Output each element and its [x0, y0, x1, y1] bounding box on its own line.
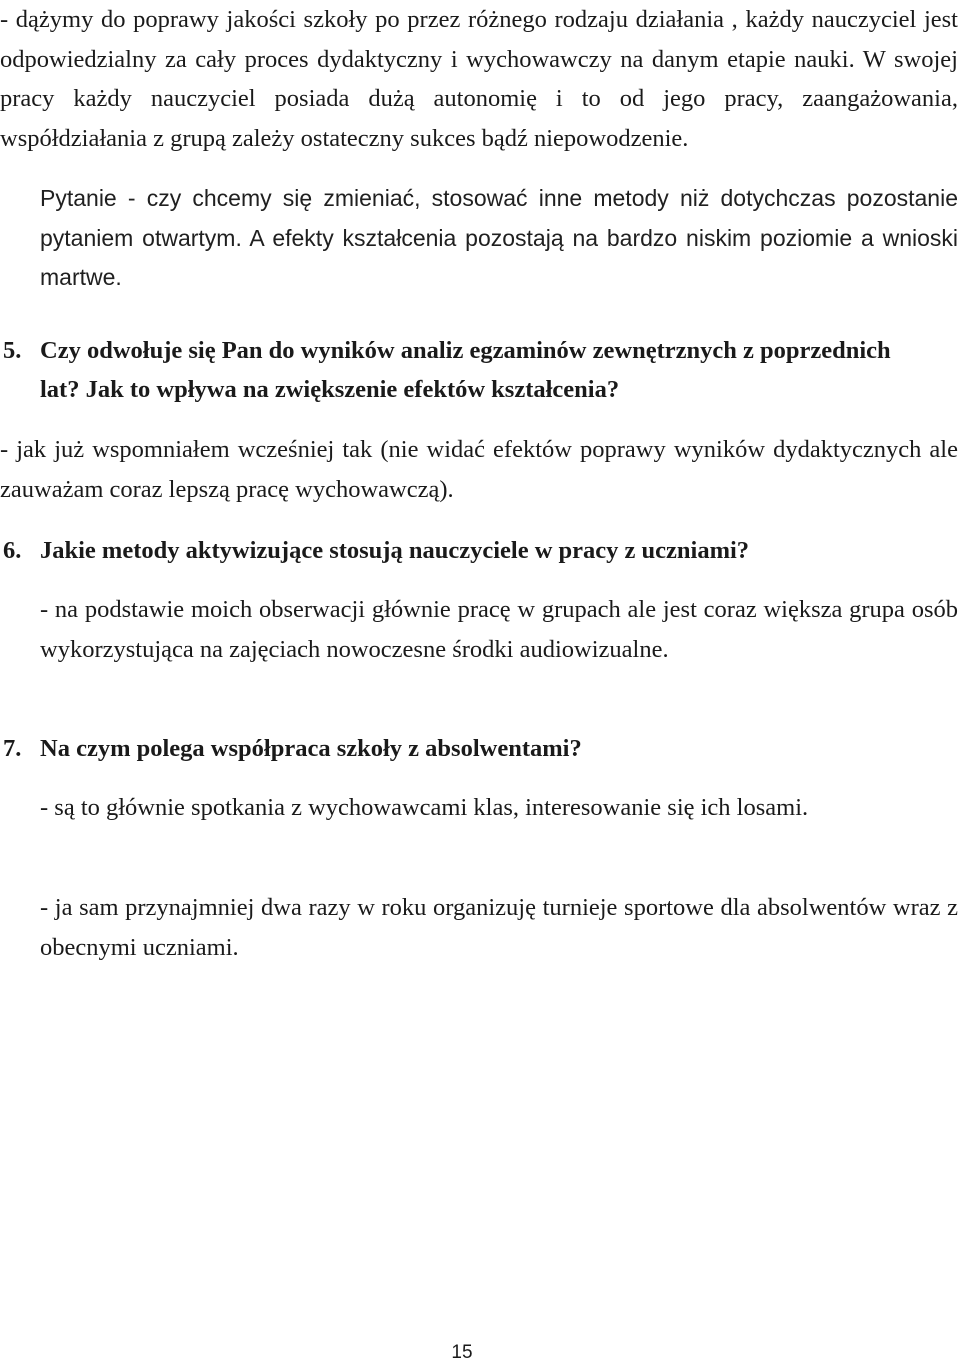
page-number: 15 — [451, 1342, 473, 1363]
answer-5-1: - jak już wspomniałem wcześniej tak (nie widać efektów poprawy wyników dydaktycznych ale zauważam coraz lepszą pracę wychowawczą). — [0, 436, 958, 503]
question-number: 6. — [3, 537, 22, 564]
answer-6-1: - na podstawie moich obserwacji głównie pracę w grupach ale jest coraz większa grupa osób wykorzystująca na zajęciach nowoczesne środki audiowizualne. — [40, 596, 958, 663]
question-text: Jakie metody aktywizujące stosują nauczyciele w pracy z uczniami? — [40, 537, 750, 564]
question-number: 5. — [3, 337, 22, 364]
intro-continuation: Pytanie - czy chcemy się zmieniać, stosować inne metody niż dotychczas pozostanie pytaniem otwartym. A efekty kształcenia pozostają na bardzo niskim poziomie a wnioski martwe. — [40, 185, 958, 290]
intro-paragraph — [0, 0, 958, 158]
answer-7-2: - ja sam przynajmniej dwa razy w roku organizuję turnieje sportowe dla absolwentów wraz z obecnymi uczniami. — [40, 894, 958, 961]
question-number: 7. — [3, 735, 22, 762]
answer-7-1: - są to głównie spotkania z wychowawcami klas, interesowanie się ich losami. — [40, 794, 809, 821]
question-text: Czy odwołuje się Pan do wyników analiz egzaminów zewnętrznych z poprzednich lat? Jak to wpływa na zwiększenie efektów kształcenia? — [40, 337, 891, 403]
intro-paragraph-text: - dążymy do poprawy jakości szkoły po przez różnego rodzaju działania , każdy nauczyciel jest odpowiedzialny za cały proces dydaktyczny i wychowawczy na danym etapie nauki. W swojej pracy każdy nauczyciel posiada dużą autonomię i to od jego pracy, zaangażowania, współdziałania z grupą zależy ostateczny sukces bądź niepowodzenie. — [0, 6, 958, 152]
question-5 — [0, 331, 958, 409]
question-text: Na czym polega współpraca szkoły z absolwentami? — [40, 735, 582, 762]
question-7 — [0, 729, 958, 768]
question-6 — [0, 531, 958, 570]
